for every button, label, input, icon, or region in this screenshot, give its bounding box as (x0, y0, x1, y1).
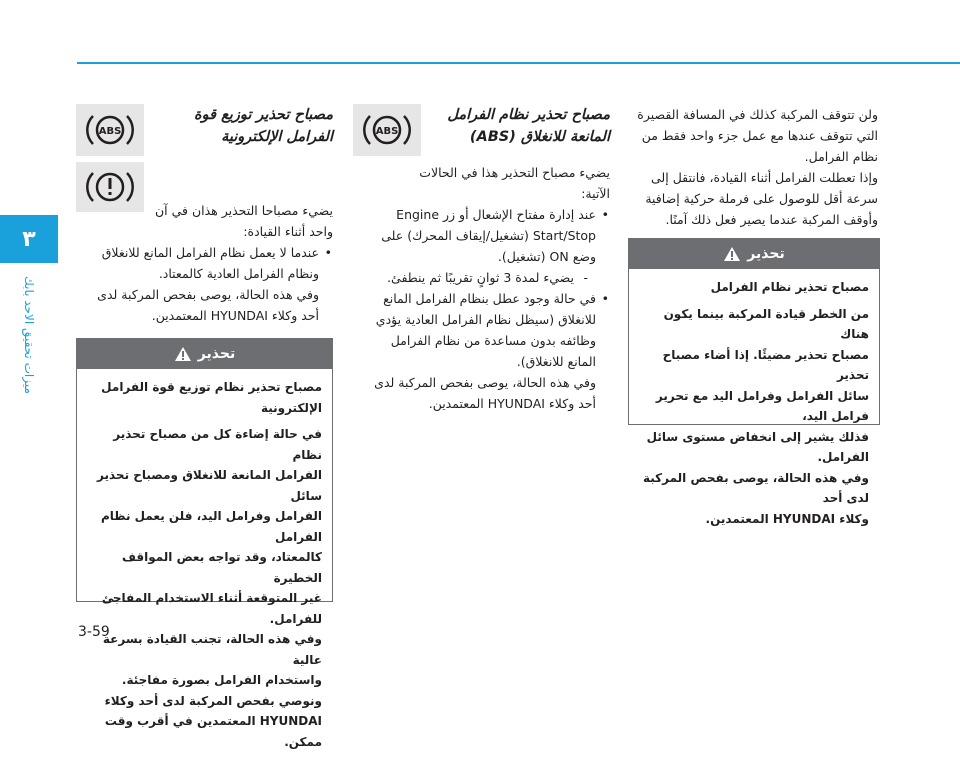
text-line: Start/Stop (تشغيل/إيقاف المحرك) على (381, 228, 596, 243)
warning-line: فذلك يشير إلى انخفاض مستوى سائل الفرامل. (646, 429, 869, 464)
ebd-heading (150, 104, 333, 148)
heading-line: مصباح تحذير نظام الفرامل (447, 107, 610, 123)
bullet-item (355, 288, 596, 414)
text-line: يضيء مصباح التحذير هذا في الحالات (419, 165, 610, 180)
warning-line: سائل الفرامل وفرامل اليد مع تحرير فرامل اليد، (655, 388, 869, 423)
text-line: أحد وكلاء HYUNDAI المعتمدين. (151, 308, 319, 323)
warning-line: غير المتوقعة أثناء الاستخدام المفاجئ للفرامل. (101, 591, 322, 626)
svg-text:ABS: ABS (375, 126, 399, 137)
text-line: • في حالة وجود عطل بنظام الفرامل المانع (383, 291, 596, 306)
warning-triangle-icon (174, 346, 192, 362)
brake-warning-box (628, 238, 880, 526)
heading-line: الفرامل الإلكترونية (221, 129, 333, 145)
warning-line: HYUNDAI المعتمدين في أقرب وقت ممكن. (104, 714, 322, 749)
bullet-item (355, 204, 596, 288)
text-line: المانع للانغلاق). (516, 354, 596, 369)
text-line: واحد أثناء القيادة: (243, 224, 333, 239)
heading-line: المانعة للانغلاق (ABS) (469, 129, 610, 145)
chapter-tab: ٣ (0, 215, 58, 263)
warning-line: وكلاء HYUNDAI المعتمدين. (705, 511, 869, 526)
warning-line: كالمعتاد، وقد تواجه بعض المواقف الخطيرة (121, 550, 322, 585)
top-divider (77, 62, 960, 64)
chapter-title: ميزات تحقيق الاحد بابك (22, 276, 36, 394)
sub-item: - يضيء لمدة 3 ثوانٍ تقريبًا ثم ينطفئ. (355, 267, 596, 288)
title-line: مصباح تحذير نظام توزيع قوة الفرامل (101, 380, 322, 394)
ebd-intro (78, 200, 333, 242)
warning-line: وفي هذه الحالة، يوصى بفحص المركبة لدى أحد (642, 470, 869, 505)
warning-header-label: تحذير (747, 246, 785, 262)
ebd-bullets (78, 242, 333, 326)
warning-triangle-icon (723, 246, 741, 262)
svg-text:ABS: ABS (98, 126, 122, 137)
warning-line: ونوصي بفحص المركبة لدى أحد وكلاء (104, 693, 322, 708)
warning-header-label: تحذير (197, 346, 236, 362)
warning-line: وفي هذه الحالة، تجنب القيادة بسرعة عالية (102, 632, 322, 667)
warning-line: مصباح تحذير مضيئًا. إذا أضاء مصباح تحذير (662, 347, 869, 382)
right-column-text (628, 104, 878, 230)
text-line: وفي هذه الحالة، يوصى بفحص المركبة لدى (374, 375, 596, 390)
abs-intro (355, 162, 610, 204)
left-column-text (78, 104, 333, 326)
text-line: • عندما لا يعمل نظام الفرامل المانع للانغلاق (101, 245, 319, 260)
paragraph: ولن تتوقف المركبة كذلك في المسافة القصيرة التي تتوقف عندها مع عمل جزء واحد فقط من نظام الفرامل. (637, 107, 878, 164)
warning-title (87, 377, 322, 418)
text-line: يضيء مصباحا التحذير هذان في آن (154, 203, 333, 218)
warning-line: الفرامل المانعة للانغلاق ومصباح تحذير سائل (97, 468, 322, 503)
middle-column-text (355, 104, 610, 414)
text-line: ونظام الفرامل العادية كالمعتاد. (158, 266, 319, 281)
warning-line: واستخدام الفرامل بصورة مفاجئة. (121, 673, 322, 687)
text-line: الآتية: (581, 186, 610, 201)
paragraph: وإذا تعطلت الفرامل أثناء القيادة، فانتقل إلى سرعة أقل للوصول على فرملة حركية إضافية وأوقف المركبة عندما يصير فعل ذلك آمنًا. (645, 170, 878, 227)
abs-bullets (355, 204, 610, 414)
text-line: للانغلاق (سيظل نظام الفرامل العادية يؤدي (375, 312, 596, 327)
heading-line: مصباح تحذير توزيع قوة (194, 107, 333, 123)
title-line: الإلكترونية (260, 400, 322, 415)
text-line: وظائفه بدون مساعدة من نظام الفرامل (390, 333, 596, 348)
warning-title: مصباح تحذير نظام الفرامل (710, 280, 869, 294)
warning-line: من الخطر قيادة المركبة بينما يكون هناك (663, 306, 869, 341)
bullet-item (78, 242, 319, 326)
page-number: 3-59 (78, 624, 110, 640)
text-line: • عند إدارة مفتاح الإشعال أو زر Engine (396, 207, 596, 222)
abs-heading (427, 104, 610, 148)
warning-line: الفرامل وفرامل اليد، فلن يعمل نظام الفرامل (101, 509, 322, 544)
text-line: وضع ON (تشغيل). (497, 249, 596, 264)
warning-header (77, 339, 332, 369)
text-line: وفي هذه الحالة، يوصى بفحص المركبة لدى (97, 287, 319, 302)
warning-header (629, 239, 879, 269)
text-line: أحد وكلاء HYUNDAI المعتمدين. (428, 396, 596, 411)
warning-line: في حالة إضاءة كل من مصباح تحذير نظام (113, 427, 322, 462)
